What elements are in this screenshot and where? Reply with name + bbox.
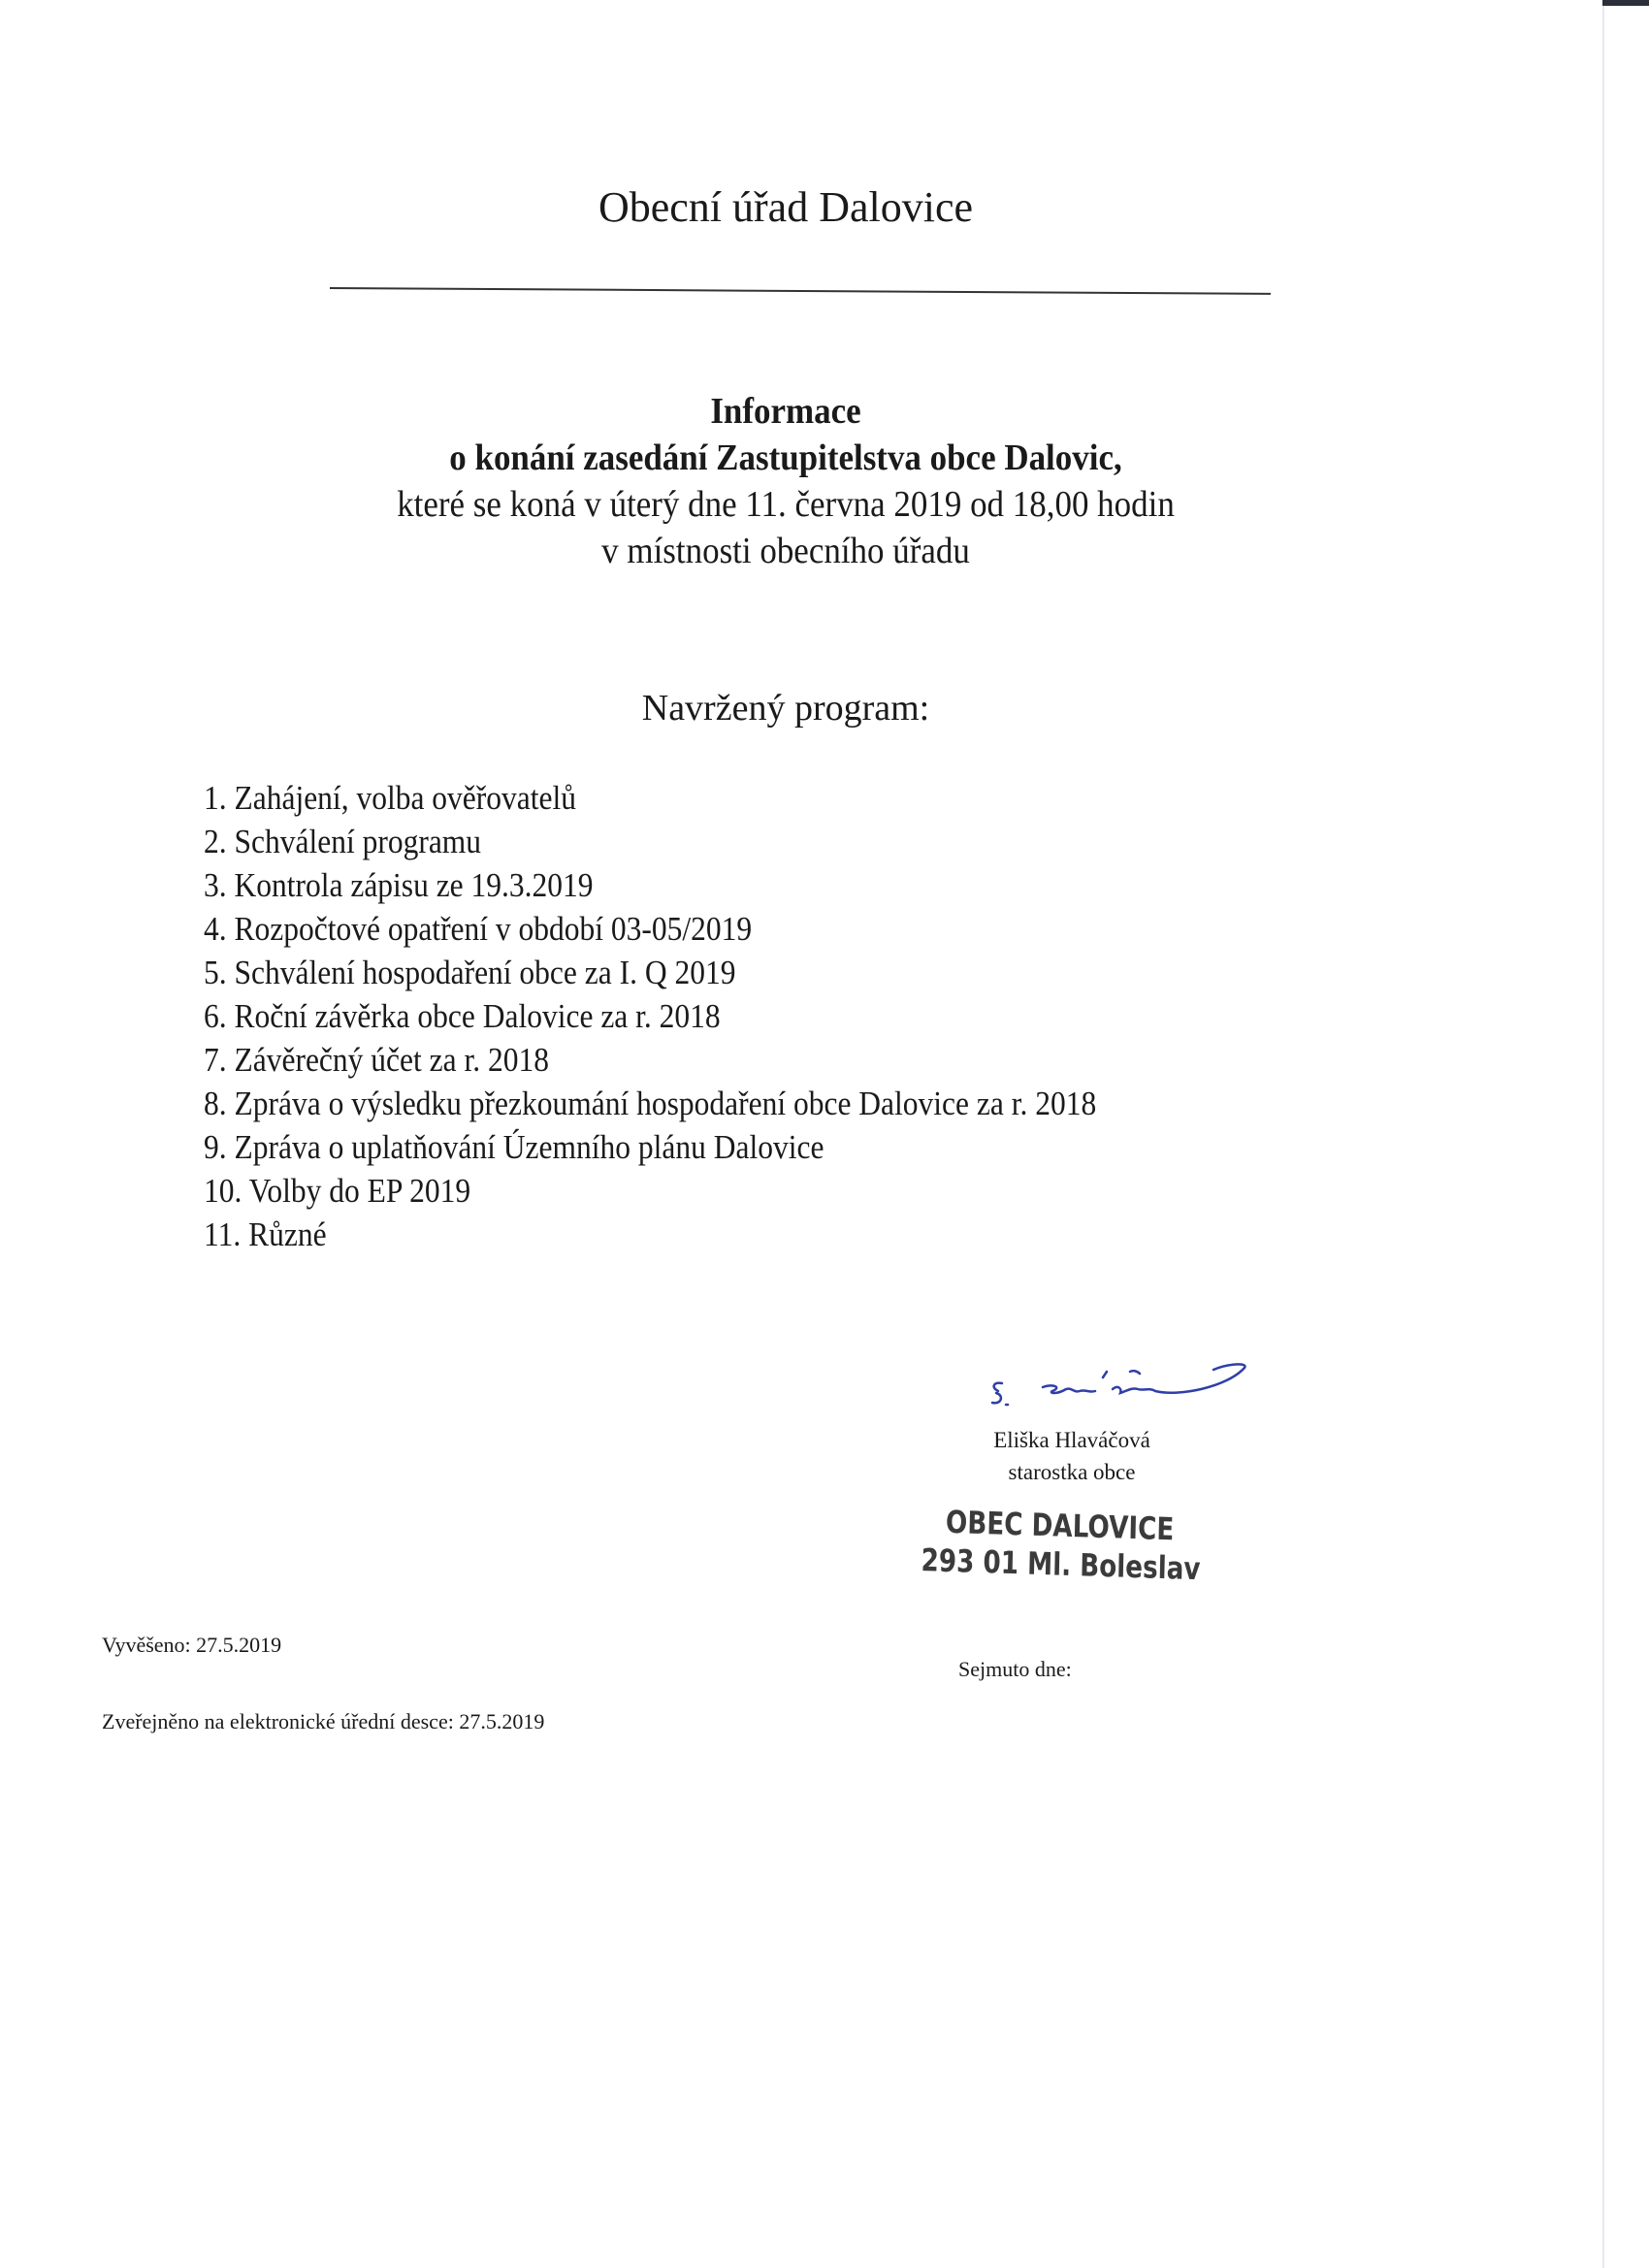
published-date: Zveřejněno na elektronické úřední desce: 27.5.2019 bbox=[102, 1709, 545, 1733]
office-name: Obecní úřad Dalovice bbox=[598, 183, 974, 231]
agenda-item: 8. Zpráva o výsledku přezkoumání hospodaření obce Dalovice za r. 2018 bbox=[204, 1085, 1097, 1122]
info-title: Informace bbox=[710, 391, 861, 432]
program-heading: Navržený program: bbox=[641, 688, 930, 729]
signer-name: Eliška Hlaváčová bbox=[993, 1428, 1150, 1452]
handwritten-signature bbox=[985, 1358, 1256, 1416]
agenda-item: 10. Volby do EP 2019 bbox=[204, 1172, 471, 1210]
scan-edge bbox=[1602, 0, 1604, 2268]
info-where: v místnosti obecního úřadu bbox=[601, 531, 970, 571]
removed-date: Sejmuto dne: bbox=[958, 1657, 1072, 1681]
stamp-line-2: 293 01 Ml. Boleslav bbox=[921, 1540, 1201, 1588]
info-subtitle: o konání zasedání Zastupitelstva obce Dalovic, bbox=[449, 437, 1122, 478]
info-when: které se koná v úterý dne 11. června 2019 od 18,00 hodin bbox=[397, 484, 1175, 525]
agenda-item: 4. Rozpočtové opatření v období 03-05/2019 bbox=[204, 910, 753, 948]
signer-block bbox=[965, 1424, 1179, 1488]
agenda-item: 5. Schválení hospodaření obce za I. Q 2019 bbox=[204, 954, 736, 991]
office-stamp bbox=[921, 1502, 1202, 1588]
agenda-item: 6. Roční závěrka obce Dalovice za r. 2018 bbox=[204, 997, 721, 1035]
header-divider bbox=[330, 287, 1271, 295]
signer-role: starostka obce bbox=[1008, 1460, 1136, 1484]
agenda-item: 11. Různé bbox=[204, 1215, 327, 1253]
agenda-item: 1. Zahájení, volba ověřovatelů bbox=[204, 779, 576, 817]
agenda-item: 9. Zpráva o uplatňování Územního plánu Dalovice bbox=[204, 1128, 824, 1166]
agenda-item: 3. Kontrola zápisu ze 19.3.2019 bbox=[204, 866, 594, 904]
agenda-item: 7. Závěrečný účet za r. 2018 bbox=[204, 1041, 549, 1079]
posted-date: Vyvěšeno: 27.5.2019 bbox=[102, 1633, 282, 1657]
agenda-item: 2. Schválení programu bbox=[204, 823, 482, 860]
meeting-info bbox=[0, 388, 1571, 574]
agenda-list bbox=[204, 776, 1195, 1256]
stamp-line-1: OBEC DALOVICE bbox=[945, 1503, 1175, 1548]
scan-edge-top bbox=[1602, 0, 1649, 6]
